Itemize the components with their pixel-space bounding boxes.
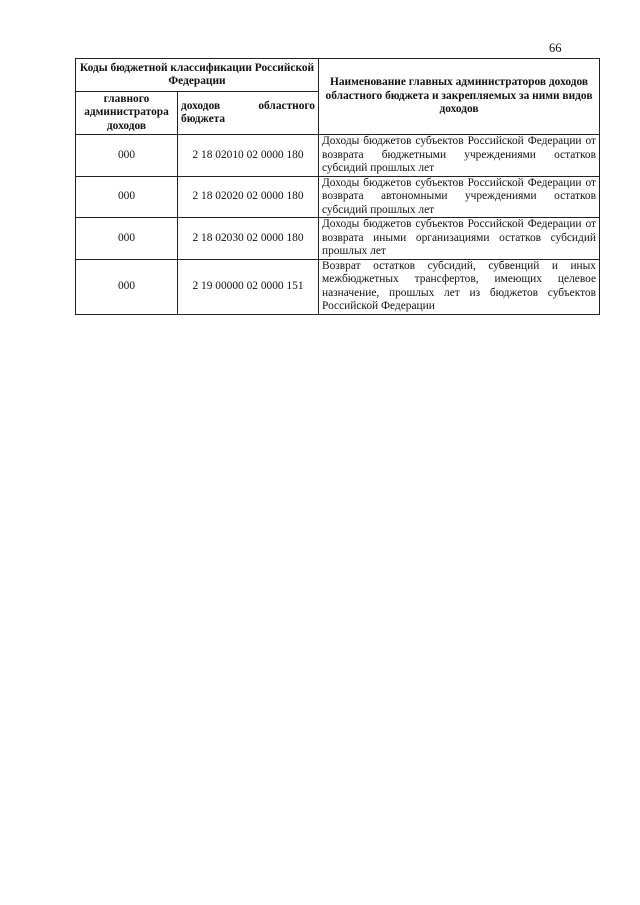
- codes-group-header: Коды бюджетной классификации Российской Федерации: [76, 59, 319, 92]
- income-code-cell: 2 19 00000 02 0000 151: [178, 259, 319, 314]
- page-number: 66: [549, 41, 562, 55]
- description-cell: Доходы бюджетов субъектов Российской Федерации от возврата бюджетными учреждениями остатков субсидий прошлых лет: [319, 135, 600, 177]
- table-row: [76, 176, 600, 218]
- description-cell: Доходы бюджетов субъектов Российской Федерации от возврата автономными учреждениями остатков субсидий прошлых лет: [319, 176, 600, 218]
- table-row: [76, 135, 600, 177]
- income-code-cell: 2 18 02020 02 0000 180: [178, 176, 319, 218]
- table-row: [76, 218, 600, 260]
- admin-code-cell: 000: [76, 259, 178, 314]
- admin-code-cell: 000: [76, 176, 178, 218]
- name-column-header: Наименование главных администраторов доходов областного бюджета и закрепляемых за ними видов доходов: [319, 59, 600, 135]
- income-column-header-line2: бюджета: [181, 113, 226, 125]
- budget-classification-table: [75, 58, 600, 315]
- admin-code-cell: 000: [76, 135, 178, 177]
- income-code-cell: 2 18 02030 02 0000 180: [178, 218, 319, 260]
- admin-code-cell: 000: [76, 218, 178, 260]
- description-cell: Доходы бюджетов субъектов Российской Федерации от возврата иными организациями остатков субсидий прошлых лет: [319, 218, 600, 260]
- income-code-cell: 2 18 02010 02 0000 180: [178, 135, 319, 177]
- description-cell: Возврат остатков субсидий, субвенций и иных межбюджетных трансфертов, имеющих целевое назначение, прошлых лет из бюджетов субъектов Российской Федерации: [319, 259, 600, 314]
- admin-column-header: главного администратора доходов: [76, 92, 178, 135]
- table-row: [76, 259, 600, 314]
- income-column-header: [178, 92, 319, 135]
- income-column-header-line1: доходов областного: [181, 99, 316, 112]
